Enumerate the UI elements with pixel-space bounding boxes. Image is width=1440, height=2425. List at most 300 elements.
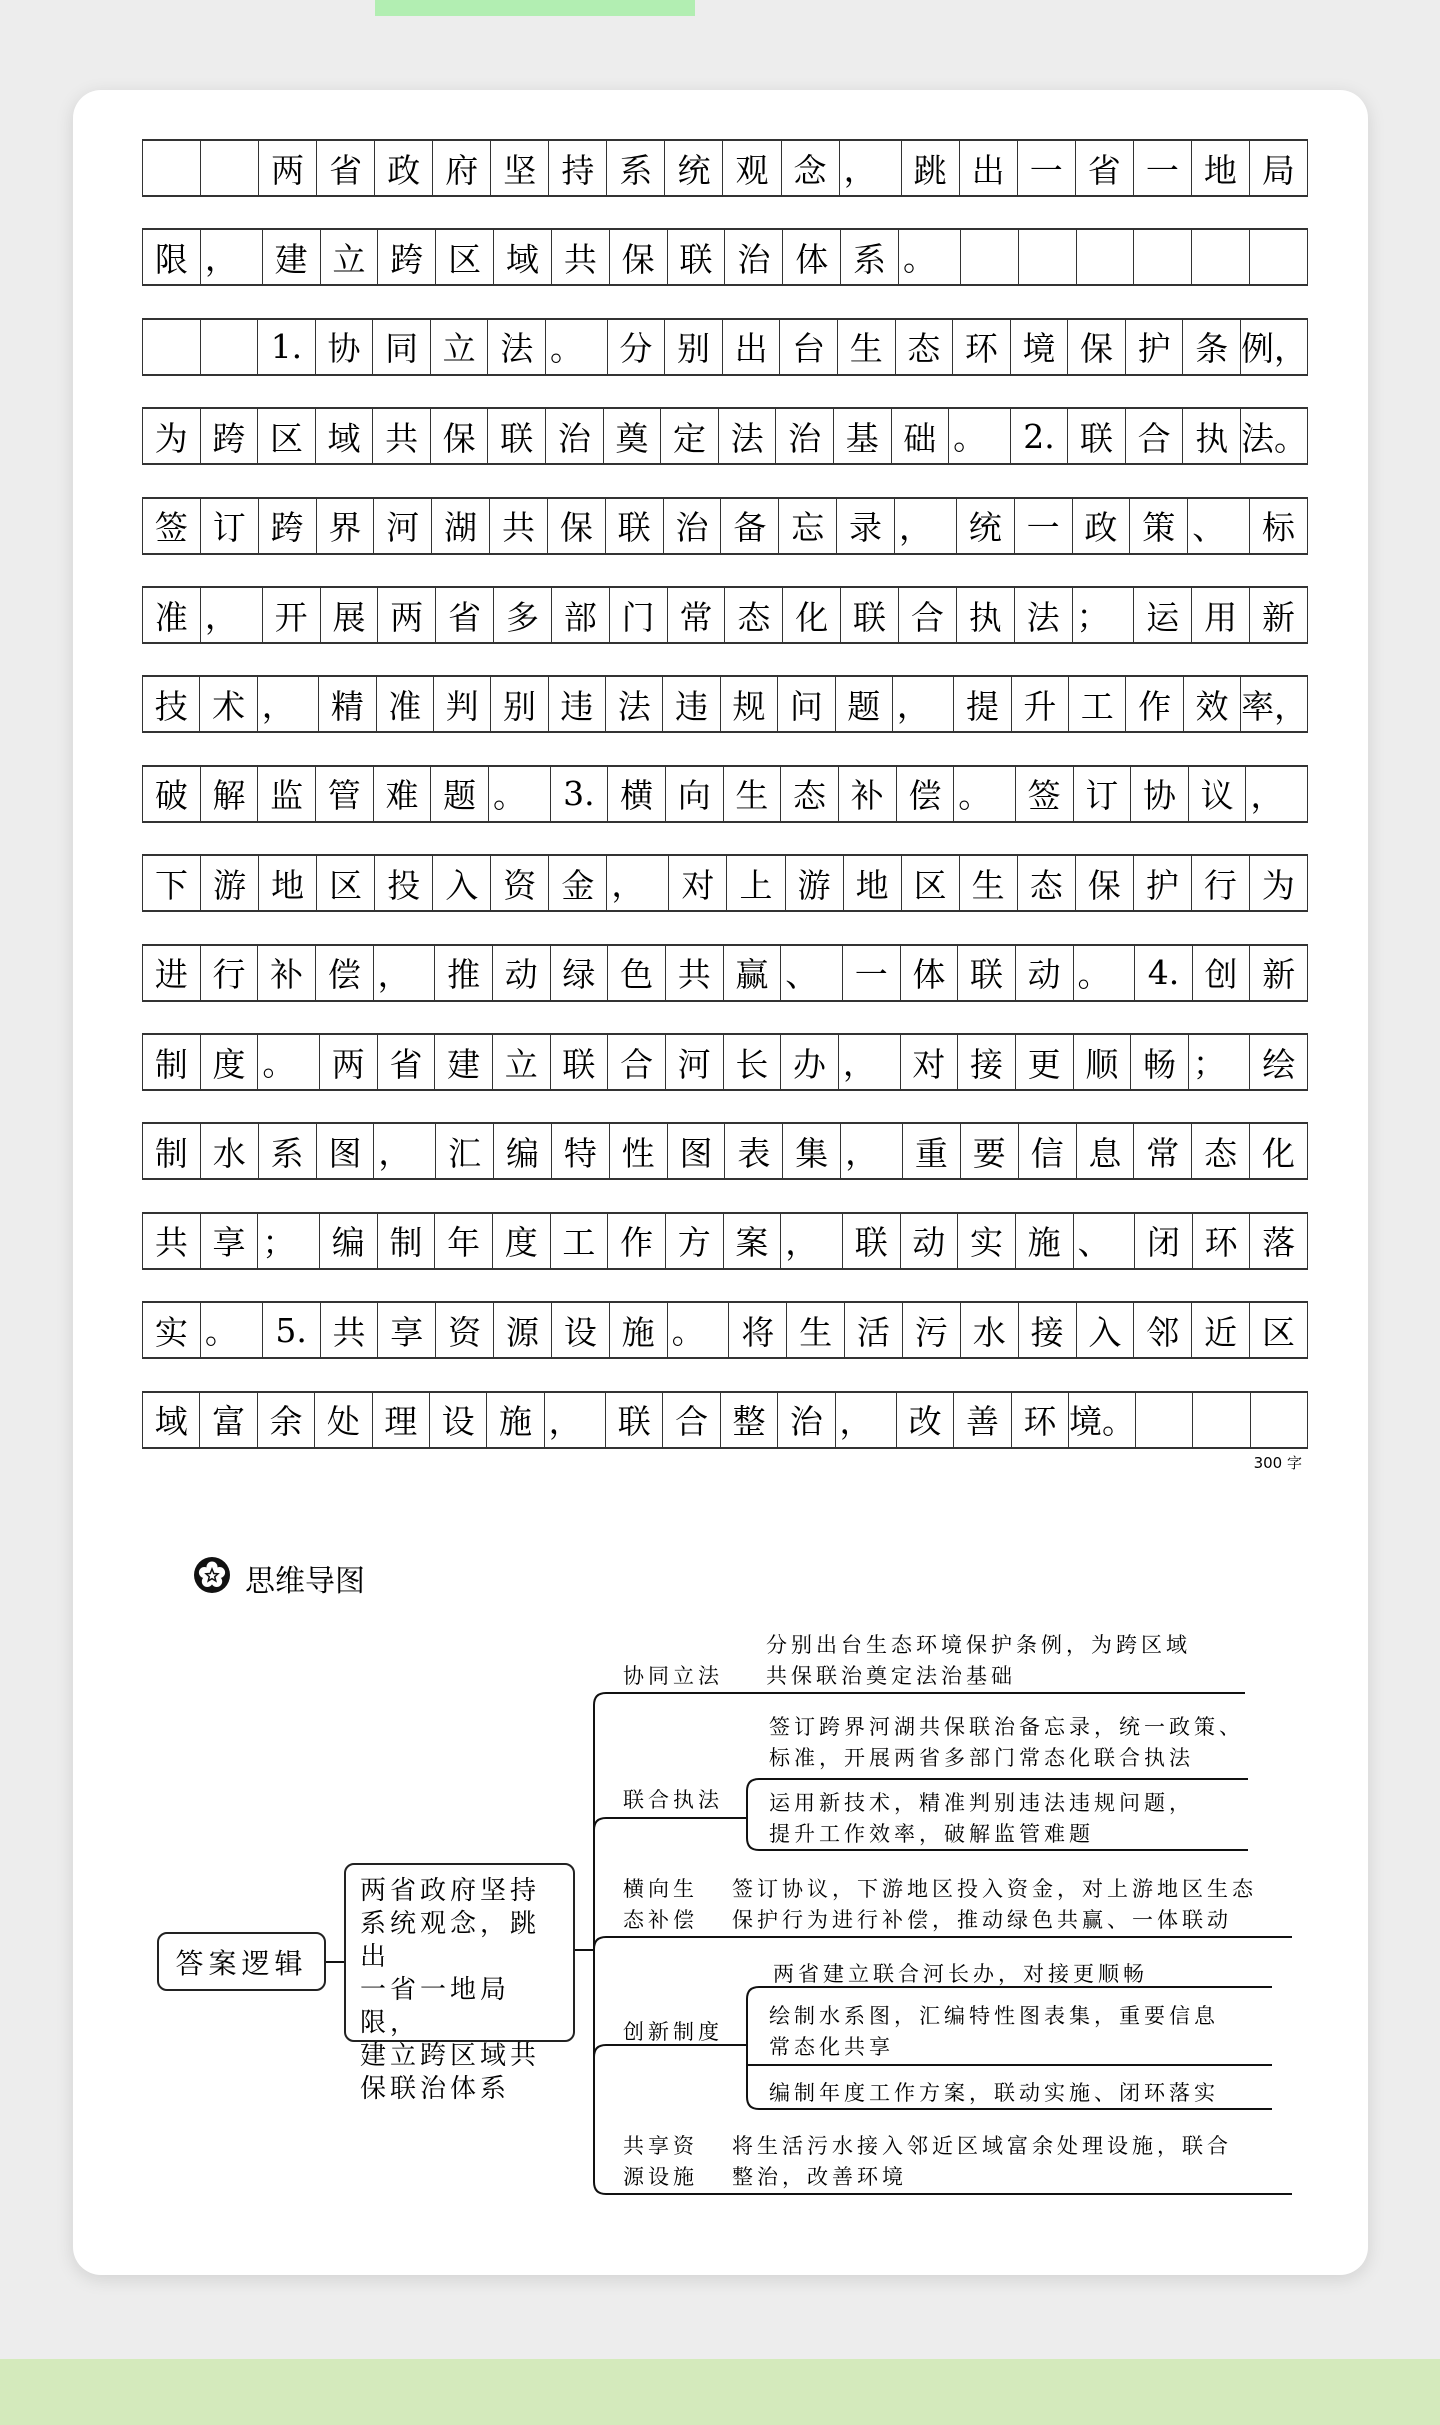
grid-cell: 表 bbox=[725, 1124, 783, 1178]
grid-cell: 共 bbox=[321, 1303, 379, 1357]
grid-cell: 限 bbox=[143, 230, 201, 284]
branch-label-compensation bbox=[623, 1874, 698, 1936]
grid-cell: 精 bbox=[319, 677, 376, 731]
grid-cell: 联 bbox=[1068, 409, 1126, 463]
grid-cell: 立 bbox=[493, 1035, 551, 1089]
item-line: 标准，开展两省多部门常态化联合执法 bbox=[769, 1746, 1194, 1770]
grid-cell: 色 bbox=[608, 946, 666, 1000]
grid-cell: 护 bbox=[1126, 320, 1184, 374]
grid-cell: 区 bbox=[436, 230, 494, 284]
grid-cell: ， bbox=[545, 1393, 606, 1447]
grid-cell: 忘 bbox=[779, 499, 837, 553]
grid-cell: 金 bbox=[549, 856, 607, 910]
grid-cell: 游 bbox=[201, 856, 259, 910]
grid-cell: 问 bbox=[778, 677, 835, 731]
item-line: 保护行为进行补偿，推动绿色共赢、一体联动 bbox=[732, 1908, 1232, 1932]
grid-cell: 接 bbox=[1019, 1303, 1077, 1357]
grid-cell: 多 bbox=[494, 588, 552, 642]
grid-cell: 念 bbox=[782, 141, 840, 195]
grid-cell: 畅 bbox=[1131, 1035, 1189, 1089]
grid-cell: 4. bbox=[1135, 946, 1193, 1000]
grid-cell: 湖 bbox=[432, 499, 490, 553]
grid-cell: 。 bbox=[954, 767, 1016, 821]
grid-cell: 省 bbox=[436, 588, 494, 642]
grid-cell: 联 bbox=[841, 588, 899, 642]
grid-cell: 息 bbox=[1077, 1124, 1135, 1178]
grid-cell: 用 bbox=[1192, 588, 1250, 642]
grid-cell: 创 bbox=[1193, 946, 1251, 1000]
word-count: 300 字 bbox=[1253, 1454, 1302, 1472]
grid-cell: 顺 bbox=[1074, 1035, 1132, 1089]
grid-cell: 。 bbox=[489, 767, 551, 821]
grid-cell: 统 bbox=[957, 499, 1015, 553]
grid-cell: 制 bbox=[378, 1214, 436, 1268]
grid-cell: 保 bbox=[1076, 856, 1134, 910]
grid-cell: 订 bbox=[201, 499, 259, 553]
grid-cell: 省 bbox=[378, 1035, 436, 1089]
grid-cell: 法 bbox=[1015, 588, 1073, 642]
grid-cell: 治 bbox=[664, 499, 722, 553]
grid-cell: 5. bbox=[263, 1303, 321, 1357]
grid-cell: 环 bbox=[1012, 1393, 1069, 1447]
grid-cell: ； bbox=[258, 1214, 320, 1268]
grid-cell: 补 bbox=[258, 946, 316, 1000]
item-line: 绘制水系图，汇编特性图表集，重要信息 bbox=[769, 2004, 1219, 2028]
grid-cell: 题 bbox=[836, 677, 893, 731]
grid-cell: 保 bbox=[548, 499, 606, 553]
branch-item bbox=[769, 2001, 1219, 2063]
grid-cell: 工 bbox=[551, 1214, 609, 1268]
branch-label-innovation bbox=[623, 2017, 723, 2048]
grid-cell: 升 bbox=[1012, 677, 1069, 731]
grid-cell: 护 bbox=[1134, 856, 1192, 910]
grid-cell: 系 bbox=[607, 141, 665, 195]
grid-cell: 进 bbox=[143, 946, 201, 1000]
grid-cell: 信 bbox=[1019, 1124, 1077, 1178]
main-line: 保联治体系 bbox=[360, 2074, 511, 2104]
grid-cell: 绿 bbox=[551, 946, 609, 1000]
grid-cell: 政 bbox=[1073, 499, 1131, 553]
grid-cell: 对 bbox=[669, 856, 727, 910]
grid-cell: 实 bbox=[958, 1214, 1016, 1268]
grid-cell: 动 bbox=[1016, 946, 1074, 1000]
grid-cell: 活 bbox=[845, 1303, 903, 1357]
grid-cell: 统 bbox=[665, 141, 723, 195]
grid-cell: 政 bbox=[375, 141, 433, 195]
grid-cell: 破 bbox=[143, 767, 201, 821]
grid-cell: 一 bbox=[1018, 141, 1076, 195]
grid-cell: 立 bbox=[431, 320, 489, 374]
grid-cell: 保 bbox=[610, 230, 668, 284]
grid-cell: 接 bbox=[958, 1035, 1016, 1089]
grid-cell: 河 bbox=[374, 499, 432, 553]
grid-cell: ， bbox=[781, 1214, 843, 1268]
branch-item bbox=[773, 1959, 1148, 1990]
grid-cell: ； bbox=[1073, 588, 1135, 642]
grid-cell: 地 bbox=[1192, 141, 1250, 195]
grid-cell: 域 bbox=[316, 409, 374, 463]
grid-cell: 一 bbox=[1134, 141, 1192, 195]
grid-cell: 出 bbox=[723, 320, 781, 374]
grid-cell: 订 bbox=[1074, 767, 1132, 821]
grid-cell: 域 bbox=[494, 230, 552, 284]
grid-cell: 地 bbox=[844, 856, 902, 910]
grid-cell: 偿 bbox=[897, 767, 955, 821]
grid-cell: 合 bbox=[663, 1393, 720, 1447]
grid-cell: 态 bbox=[1018, 856, 1076, 910]
grid-cell: 备 bbox=[721, 499, 779, 553]
grid-cell: 水 bbox=[961, 1303, 1019, 1357]
grid-cell: 施 bbox=[610, 1303, 668, 1357]
label-line: 态补偿 bbox=[623, 1908, 698, 1932]
grid-cell: 共 bbox=[552, 230, 610, 284]
grid-cell: 联 bbox=[843, 1214, 901, 1268]
grid-cell: 办 bbox=[781, 1035, 839, 1089]
grid-cell: 系 bbox=[841, 230, 899, 284]
grid-cell: 难 bbox=[374, 767, 432, 821]
grid-cell: 跨 bbox=[378, 230, 436, 284]
grid-cell: 两 bbox=[259, 141, 317, 195]
grid-cell: ， bbox=[840, 141, 902, 195]
grid-cell: 协 bbox=[316, 320, 374, 374]
grid-cell: 跨 bbox=[259, 499, 317, 553]
grid-cell: 闭 bbox=[1135, 1214, 1193, 1268]
grid-cell: 河 bbox=[666, 1035, 724, 1089]
grid-cell: ， bbox=[258, 677, 319, 731]
grid-cell: 联 bbox=[488, 409, 546, 463]
branch-item bbox=[769, 2078, 1219, 2109]
branch-item bbox=[769, 1788, 1194, 1850]
grid-cell: 础 bbox=[892, 409, 950, 463]
grid-cell: 协 bbox=[1131, 767, 1189, 821]
grid-cell: 图 bbox=[317, 1124, 375, 1178]
grid-cell: 规 bbox=[721, 677, 778, 731]
grid-cell: 术 bbox=[200, 677, 257, 731]
grid-cell: 环 bbox=[1193, 1214, 1251, 1268]
grid-cell: 横 bbox=[608, 767, 666, 821]
grid-cell: 观 bbox=[723, 141, 781, 195]
grid-cell: ， bbox=[895, 499, 957, 553]
grid-cell: ； bbox=[1189, 1035, 1251, 1089]
grid-cell: 实 bbox=[143, 1303, 201, 1357]
grid-cell: 出 bbox=[960, 141, 1018, 195]
label-line: 创新制度 bbox=[623, 2020, 723, 2044]
grid-cell: 。 bbox=[546, 320, 608, 374]
grid-cell: 制 bbox=[143, 1035, 201, 1089]
grid-cell: 联 bbox=[606, 1393, 663, 1447]
grid-cell: 行 bbox=[201, 946, 259, 1000]
label-line: 联合执法 bbox=[623, 1788, 723, 1812]
grid-cell: 生 bbox=[838, 320, 896, 374]
grid-cell: 落 bbox=[1250, 1214, 1308, 1268]
grid-cell: 执 bbox=[957, 588, 1015, 642]
grid-cell: 别 bbox=[491, 677, 548, 731]
item-line: 将生活污水接入邻近区域富余处理设施，联合 bbox=[732, 2134, 1232, 2158]
grid-cell: 。 bbox=[201, 1303, 263, 1357]
branch-label-legislation bbox=[623, 1661, 723, 1692]
grid-cell: 准 bbox=[377, 677, 434, 731]
grid-cell: 一 bbox=[1015, 499, 1073, 553]
grid-cell: 保 bbox=[431, 409, 489, 463]
grid-cell: 共 bbox=[373, 409, 431, 463]
grid-cell: ， bbox=[607, 856, 669, 910]
label-line: 源设施 bbox=[623, 2165, 698, 2189]
grid-cell: 为 bbox=[1250, 856, 1308, 910]
grid-cell: 近 bbox=[1192, 1303, 1250, 1357]
mindmap-main-node bbox=[344, 1863, 575, 2104]
branch-item bbox=[732, 2131, 1232, 2193]
grid-cell: 邻 bbox=[1134, 1303, 1192, 1357]
grid-cell: 省 bbox=[1076, 141, 1134, 195]
grid-cell: ， bbox=[841, 1124, 903, 1178]
grid-cell: 跳 bbox=[902, 141, 960, 195]
grid-cell: 录 bbox=[837, 499, 895, 553]
grid-cell: 。 bbox=[899, 230, 961, 284]
grid-cell: 要 bbox=[961, 1124, 1019, 1178]
grid-cell: 源 bbox=[494, 1303, 552, 1357]
grid-cell: 体 bbox=[901, 946, 959, 1000]
grid-cell: 联 bbox=[668, 230, 726, 284]
grid-cell: 化 bbox=[1250, 1124, 1308, 1178]
grid-cell: 游 bbox=[786, 856, 844, 910]
grid-cell: ， bbox=[374, 1124, 436, 1178]
grid-cell: 联 bbox=[551, 1035, 609, 1089]
grid-cell: 善 bbox=[954, 1393, 1011, 1447]
grid-cell: 补 bbox=[839, 767, 897, 821]
grid-cell: 下 bbox=[143, 856, 201, 910]
grid-cell: 坚 bbox=[491, 141, 549, 195]
branch-item bbox=[732, 1874, 1257, 1936]
grid-cell: 别 bbox=[665, 320, 723, 374]
grid-cell: 新 bbox=[1250, 946, 1308, 1000]
grid-cell: 区 bbox=[258, 409, 316, 463]
grid-cell: 常 bbox=[1134, 1124, 1192, 1178]
grid-cell: 展 bbox=[321, 588, 379, 642]
grid-cell: 策 bbox=[1130, 499, 1188, 553]
grid-cell: 生 bbox=[724, 767, 782, 821]
grid-cell: 立 bbox=[321, 230, 379, 284]
grid-cell: 监 bbox=[258, 767, 316, 821]
grid-cell: 资 bbox=[436, 1303, 494, 1357]
grid-cell: 享 bbox=[378, 1303, 436, 1357]
grid-cell: 重 bbox=[903, 1124, 961, 1178]
grid-cell: 态 bbox=[725, 588, 783, 642]
item-line: 两省建立联合河长办，对接更顺畅 bbox=[773, 1962, 1148, 1986]
grid-cell: 题 bbox=[431, 767, 489, 821]
grid-cell: 将 bbox=[729, 1303, 787, 1357]
grid-cell: 作 bbox=[1126, 677, 1183, 731]
grid-cell: ， bbox=[1246, 767, 1308, 821]
grid-cell: 向 bbox=[666, 767, 724, 821]
grid-cell: 化 bbox=[783, 588, 841, 642]
grid-cell: 共 bbox=[143, 1214, 201, 1268]
item-line: 整治，改善环境 bbox=[732, 2165, 907, 2189]
grid-cell: 标 bbox=[1250, 499, 1308, 553]
grid-cell: 部 bbox=[552, 588, 610, 642]
grid-cell: 生 bbox=[787, 1303, 845, 1357]
grid-cell: 违 bbox=[663, 677, 720, 731]
mindmap-root-node: 答案逻辑 bbox=[157, 1932, 326, 1991]
grid-cell: 。 bbox=[949, 409, 1011, 463]
grid-cell: 。 bbox=[668, 1303, 730, 1357]
grid-cell: 联 bbox=[606, 499, 664, 553]
main-line: 两省政府坚持 bbox=[360, 1876, 541, 1906]
grid-cell: ， bbox=[839, 1035, 901, 1089]
grid-cell: 治 bbox=[725, 230, 783, 284]
grid-cell: 共 bbox=[666, 946, 724, 1000]
grid-cell: 案 bbox=[724, 1214, 782, 1268]
grid-cell: 富 bbox=[200, 1393, 257, 1447]
grid-cell: 合 bbox=[608, 1035, 666, 1089]
grid-cell: 。 bbox=[1074, 946, 1136, 1000]
grid-cell: 度 bbox=[201, 1035, 259, 1089]
grid-cell: 管 bbox=[316, 767, 374, 821]
grid-cell: 设 bbox=[552, 1303, 610, 1357]
grid-cell: 态 bbox=[781, 767, 839, 821]
grid-cell: 图 bbox=[668, 1124, 726, 1178]
grid-cell: 两 bbox=[378, 588, 436, 642]
grid-cell: 府 bbox=[433, 141, 491, 195]
grid-cell: 准 bbox=[143, 588, 201, 642]
grid-cell: 合 bbox=[899, 588, 957, 642]
grid-cell: 推 bbox=[435, 946, 493, 1000]
grid-cell: 理 bbox=[373, 1393, 430, 1447]
grid-cell: 体 bbox=[783, 230, 841, 284]
grid-cell: 共 bbox=[490, 499, 548, 553]
label-line: 协同立法 bbox=[623, 1664, 723, 1688]
grid-cell: 长 bbox=[724, 1035, 782, 1089]
grid-cell: 法 bbox=[488, 320, 546, 374]
grid-cell: 执 bbox=[1183, 409, 1241, 463]
grid-cell: 法 bbox=[719, 409, 777, 463]
branch-item bbox=[769, 1712, 1244, 1774]
grid-cell: 同 bbox=[373, 320, 431, 374]
label-line: 横向生 bbox=[623, 1877, 698, 1901]
grid-cell: 1. bbox=[258, 320, 316, 374]
grid-cell: 境。 bbox=[1069, 1393, 1136, 1447]
grid-cell: 编 bbox=[320, 1214, 378, 1268]
grid-cell: 改 bbox=[897, 1393, 954, 1447]
grid-cell: 常 bbox=[668, 588, 726, 642]
item-line: 分别出台生态环境保护条例，为跨区域 bbox=[766, 1633, 1191, 1657]
grid-cell: 生 bbox=[960, 856, 1018, 910]
grid-cell: 污 bbox=[903, 1303, 961, 1357]
grid-cell: 施 bbox=[1016, 1214, 1074, 1268]
grid-cell: 态 bbox=[1192, 1124, 1250, 1178]
grid-cell: 区 bbox=[1250, 1303, 1308, 1357]
label-line: 共享资 bbox=[623, 2134, 698, 2158]
grid-cell: 条 bbox=[1183, 320, 1241, 374]
grid-cell: 法。 bbox=[1241, 409, 1308, 463]
grid-cell: 动 bbox=[493, 946, 551, 1000]
grid-cell: 整 bbox=[721, 1393, 778, 1447]
grid-cell: 持 bbox=[549, 141, 607, 195]
grid-cell: 率， bbox=[1241, 677, 1308, 731]
grid-cell: 区 bbox=[317, 856, 375, 910]
grid-cell: 例， bbox=[1241, 320, 1308, 374]
grid-cell: 台 bbox=[780, 320, 838, 374]
grid-cell: 运 bbox=[1134, 588, 1192, 642]
grid-cell: 一 bbox=[843, 946, 901, 1000]
grid-cell: 建 bbox=[263, 230, 321, 284]
grid-cell: 特 bbox=[552, 1124, 610, 1178]
grid-cell: 合 bbox=[1126, 409, 1184, 463]
grid-cell: 方 bbox=[666, 1214, 724, 1268]
grid-cell: 跨 bbox=[201, 409, 259, 463]
grid-cell: 行 bbox=[1192, 856, 1250, 910]
grid-cell: 偿 bbox=[316, 946, 374, 1000]
grid-cell: 保 bbox=[1068, 320, 1126, 374]
grid-cell: ， bbox=[374, 946, 436, 1000]
grid-cell: 上 bbox=[727, 856, 785, 910]
grid-cell: 动 bbox=[901, 1214, 959, 1268]
item-line: 签订协议，下游地区投入资金，对上游地区生态 bbox=[732, 1877, 1257, 1901]
grid-cell: 、 bbox=[1074, 1214, 1136, 1268]
grid-cell: 签 bbox=[143, 499, 201, 553]
grid-cell: 态 bbox=[896, 320, 954, 374]
grid-cell: 编 bbox=[494, 1124, 552, 1178]
item-line: 提升工作效率，破解监管难题 bbox=[769, 1822, 1094, 1846]
grid-cell: 提 bbox=[954, 677, 1011, 731]
grid-cell: 奠 bbox=[604, 409, 662, 463]
grid-cell: 域 bbox=[143, 1393, 200, 1447]
grid-cell: 判 bbox=[434, 677, 491, 731]
grid-cell: 3. bbox=[551, 767, 609, 821]
grid-cell: 设 bbox=[430, 1393, 487, 1447]
grid-cell: 治 bbox=[778, 1393, 835, 1447]
grid-cell: 为 bbox=[143, 409, 201, 463]
grid-cell: 法 bbox=[606, 677, 663, 731]
grid-cell: 签 bbox=[1016, 767, 1074, 821]
grid-cell: 门 bbox=[610, 588, 668, 642]
grid-cell: 开 bbox=[263, 588, 321, 642]
grid-cell: 施 bbox=[487, 1393, 544, 1447]
grid-cell: 更 bbox=[1016, 1035, 1074, 1089]
grid-cell: 年 bbox=[435, 1214, 493, 1268]
grid-cell: 入 bbox=[1077, 1303, 1135, 1357]
grid-cell: 、 bbox=[781, 946, 843, 1000]
grid-cell: 。 bbox=[258, 1035, 320, 1089]
grid-cell: 水 bbox=[201, 1124, 259, 1178]
grid-cell: 绘 bbox=[1250, 1035, 1308, 1089]
grid-cell: 技 bbox=[143, 677, 200, 731]
grid-cell: 违 bbox=[549, 677, 606, 731]
grid-cell: 2. bbox=[1011, 409, 1069, 463]
item-line: 共保联治奠定法治基础 bbox=[766, 1664, 1016, 1688]
grid-cell: 制 bbox=[143, 1124, 201, 1178]
grid-cell: 汇 bbox=[436, 1124, 494, 1178]
grid-cell: 效 bbox=[1184, 677, 1241, 731]
grid-cell: 基 bbox=[834, 409, 892, 463]
grid-cell: 环 bbox=[953, 320, 1011, 374]
grid-cell: ， bbox=[201, 230, 263, 284]
grid-cell: 议 bbox=[1189, 767, 1247, 821]
grid-cell: 对 bbox=[901, 1035, 959, 1089]
grid-cell: ， bbox=[201, 588, 263, 642]
grid-cell: 省 bbox=[317, 141, 375, 195]
grid-cell: 境 bbox=[1011, 320, 1069, 374]
grid-cell: 联 bbox=[958, 946, 1016, 1000]
grid-cell: 、 bbox=[1188, 499, 1250, 553]
grid-cell: 建 bbox=[435, 1035, 493, 1089]
grid-cell: 入 bbox=[433, 856, 491, 910]
branch-label-enforcement bbox=[623, 1785, 723, 1816]
grid-cell: 工 bbox=[1069, 677, 1126, 731]
item-line: 签订跨界河湖共保联治备忘录，统一政策、 bbox=[769, 1715, 1244, 1739]
grid-cell: 性 bbox=[610, 1124, 668, 1178]
branch-item bbox=[766, 1630, 1191, 1692]
grid-cell: 分 bbox=[608, 320, 666, 374]
